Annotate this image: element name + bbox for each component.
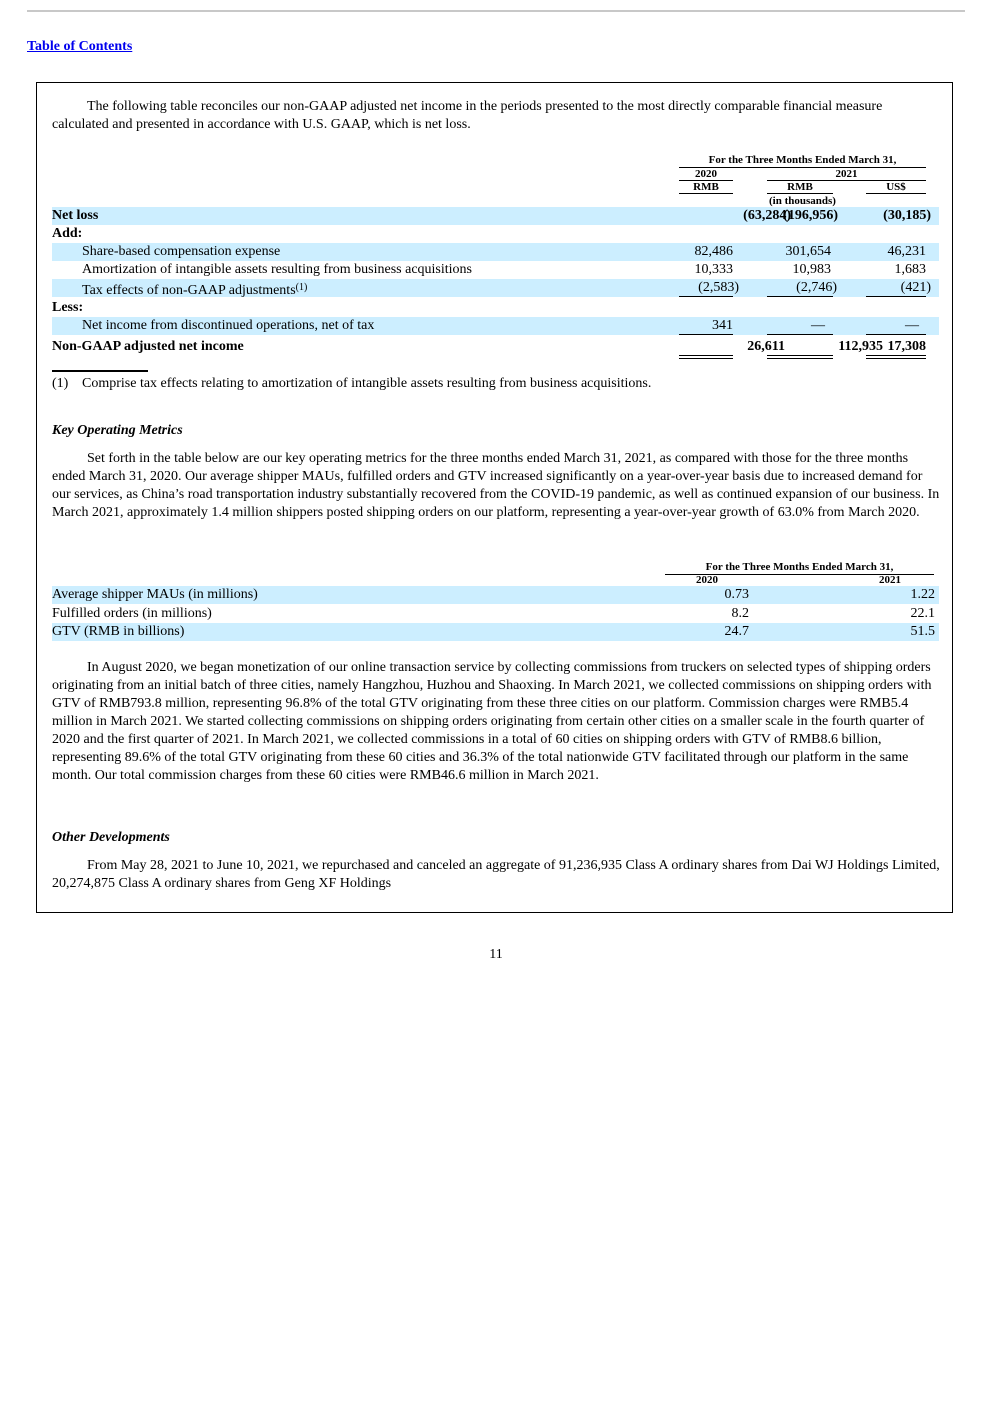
table-row-fulfilled-orders bbox=[52, 605, 939, 623]
value-2021-rmb: 301,654 bbox=[785, 244, 831, 259]
metrics-year-2021: 2021 bbox=[879, 574, 901, 586]
value-2020: 24.7 bbox=[724, 624, 749, 639]
value-2021-usd: (30,185) bbox=[883, 208, 931, 223]
row-label: Non-GAAP adjusted net income bbox=[52, 339, 244, 354]
footnote-rule bbox=[52, 370, 148, 372]
value-2021-usd: 46,231 bbox=[887, 244, 926, 259]
row-label: Average shipper MAUs (in millions) bbox=[52, 587, 258, 602]
value-2020: 10,333 bbox=[694, 262, 733, 277]
value-2021-usd: 1,683 bbox=[894, 262, 926, 277]
monetization-paragraph: In August 2020, we began monetization of our online transaction service by collecting commissions from truckers on selected types of shipping orders originating from an initial batch of three cities, namely Hangzhou, Huzhou and Shaoxing. In March 2021, we collected commissions on shipping orders with GTV of RMB793.8 million, representing 96.8% of the total GTV originating from these three cities on our platform. Commission charges were RMB5.4 million in March 2021. We started collecting commissions on shipping orders originating from certain other cities on a smaller scale in the fourth quarter of 2020 and the first quarter of 2021. In March 2021, we collected commissions in a total of 60 cities on shipping orders with GTV of RMB8.6 billion, representing 89.6% of the total GTV originating from these 60 cities and 36.3% of the total nationwide GTV facilitated through our platform in the same month. Our total commission charges from these 60 cities were RMB46.6 million in March 2021. bbox=[52, 660, 932, 783]
row-label: Fulfilled orders (in millions) bbox=[52, 606, 212, 621]
value-2021-rmb: 112,935 bbox=[838, 339, 883, 354]
total-rule-2021-rmb bbox=[767, 334, 833, 335]
table-row-tax-effects bbox=[52, 279, 939, 297]
metrics-year-2020: 2020 bbox=[696, 574, 718, 586]
table-row-net-loss bbox=[52, 207, 939, 225]
recon-unit-note: (in thousands) bbox=[769, 195, 836, 207]
value-2021-rmb: (196,956) bbox=[783, 208, 838, 223]
recon-period-header: For the Three Months Ended March 31, bbox=[708, 154, 897, 166]
value-2021-usd: 17,308 bbox=[887, 339, 926, 354]
intro-paragraph: The following table reconciles our non-GAAP adjusted net income in the periods presented to the most directly comparable financial measure calculated and presented in accordance with U.S. GAAP, which is net loss. bbox=[52, 99, 883, 132]
subtotal-rule-2020 bbox=[679, 296, 733, 297]
recon-rmb-2020-underline bbox=[679, 193, 733, 194]
total-rule-2021-usd bbox=[866, 334, 926, 335]
tax-effects-label: Tax effects of non-GAAP adjustments bbox=[82, 283, 296, 298]
value-2020: (2,583) bbox=[698, 280, 739, 295]
value-2021-rmb: 10,983 bbox=[792, 262, 831, 277]
row-label: Amortization of intangible assets resulting from business acquisitions bbox=[82, 262, 472, 277]
subtotal-rule-2021-rmb bbox=[767, 296, 833, 297]
value-2021-usd: (421) bbox=[900, 280, 931, 295]
recon-currency-rmb-2020: RMB bbox=[693, 181, 719, 193]
key-metrics-heading: Key Operating Metrics bbox=[52, 423, 183, 438]
key-metrics-paragraph: Set forth in the table below are our key operating metrics for the three months ended March 31, 2021, as compared with those for the three months ended March 31, 2020. Our average shipper MAUs, fulfilled orders and GTV increased significantly on a year-over-year basis due to increased demand for our services, as China’s road transportation industry substantially recovered from the COVID-19 pandemic, as well as continued expansion of our business. In March 2021, approximately 1.4 million shippers posted shipping orders on our platform, representing a year-over-year growth of 63.0% from March 2020. bbox=[52, 451, 940, 520]
footnote bbox=[52, 375, 651, 393]
other-developments-paragraph: From May 28, 2021 to June 10, 2021, we repurchased and canceled an aggregate of 91,236,935 Class A ordinary shares from Dai WJ Holdings Limited, 20,274,875 Class A ordinary shares from Geng XF Holdings bbox=[52, 858, 940, 891]
recon-year-2021: 2021 bbox=[835, 168, 858, 180]
value-2020: 341 bbox=[712, 318, 733, 333]
row-label: GTV (RMB in billions) bbox=[52, 624, 185, 639]
row-label: Less: bbox=[52, 300, 84, 315]
table-row-amortization bbox=[52, 261, 939, 279]
double-rule-2021-rmb bbox=[767, 355, 833, 359]
table-of-contents-link[interactable]: Table of Contents bbox=[27, 39, 133, 54]
row-label: Share-based compensation expense bbox=[82, 244, 281, 259]
value-2020: 26,611 bbox=[747, 339, 785, 354]
recon-year-2020: 2020 bbox=[695, 168, 717, 180]
total-rule-2020 bbox=[679, 334, 733, 335]
footnote-number: (1) bbox=[52, 376, 69, 391]
value-2021-rmb: — bbox=[811, 318, 825, 333]
table-row-less bbox=[52, 299, 939, 317]
recon-currency-usd: US$ bbox=[886, 181, 906, 193]
table-row-non-gaap-net-income bbox=[52, 338, 939, 356]
value-2021: 1.22 bbox=[910, 587, 935, 602]
footnote-ref: (1) bbox=[295, 282, 308, 293]
row-label: Add: bbox=[52, 226, 83, 241]
row-label bbox=[82, 279, 307, 300]
recon-rmb-2021-underline bbox=[767, 193, 833, 194]
row-label: Net loss bbox=[52, 208, 99, 223]
table-row-discontinued-ops bbox=[52, 317, 939, 335]
table-row-shipper-maus bbox=[52, 586, 939, 604]
table-row-gtv bbox=[52, 623, 939, 641]
subtotal-rule-2021-usd bbox=[866, 296, 926, 297]
recon-currency-rmb-2021: RMB bbox=[787, 181, 813, 193]
value-2021: 51.5 bbox=[910, 624, 935, 639]
value-2020: (63,284) bbox=[743, 208, 791, 223]
top-rule bbox=[27, 10, 965, 12]
footnote-text: Comprise tax effects relating to amortization of intangible assets resulting from business acquisitions. bbox=[82, 376, 652, 391]
page-number: 11 bbox=[489, 947, 503, 962]
table-row-add bbox=[52, 225, 939, 243]
value-2021-usd: — bbox=[905, 318, 919, 333]
metrics-period-header: For the Three Months Ended March 31, bbox=[705, 561, 894, 573]
value-2020: 8.2 bbox=[731, 606, 749, 621]
value-2020: 82,486 bbox=[694, 244, 733, 259]
recon-usd-underline bbox=[866, 193, 926, 194]
row-label: Net income from discontinued operations, net of tax bbox=[82, 318, 375, 333]
value-2021-rmb: (2,746) bbox=[796, 280, 837, 295]
double-rule-2020 bbox=[679, 355, 733, 359]
double-rule-2021-usd bbox=[866, 355, 926, 359]
value-2021: 22.1 bbox=[910, 606, 935, 621]
table-row-share-based-comp bbox=[52, 243, 939, 261]
other-developments-heading: Other Developments bbox=[52, 830, 170, 845]
value-2020: 0.73 bbox=[724, 587, 749, 602]
